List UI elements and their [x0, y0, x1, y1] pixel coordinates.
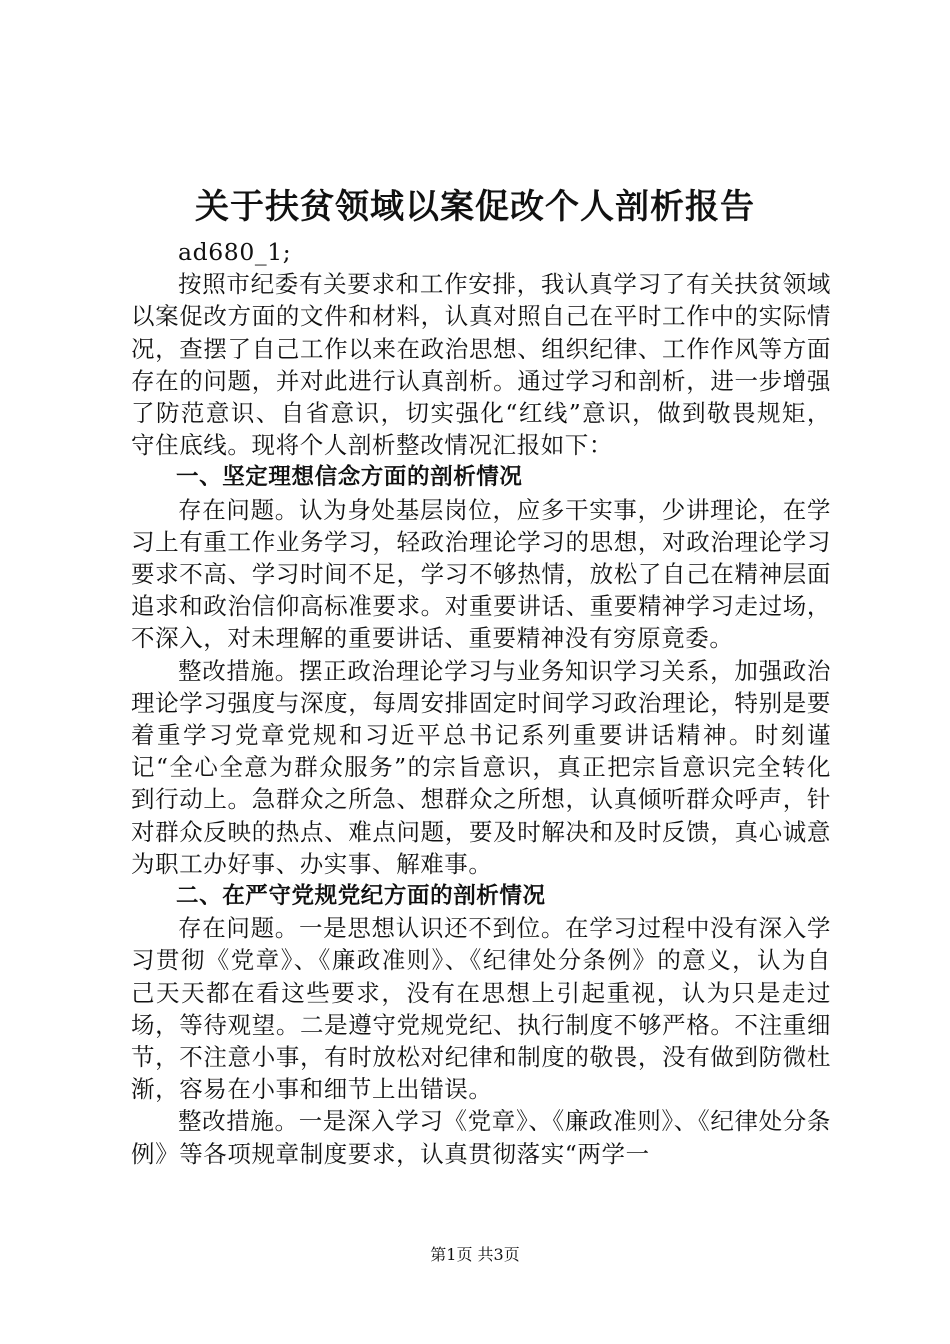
intro-paragraph: 按照市纪委有关要求和工作安排，我认真学习了有关扶贫领域以案促改方面的文件和材料，认真对照自己在平时工作中的实际情况，查摆了自己工作以来在政治思想、组织纪律、工作作风等方面存在的问题，并对此进行认真剖析。通过学习和剖析，进一步增强了防范意识、自省意识，切实强化“红线”意识，做到敬畏规矩，守住底线。现将个人剖析整改情况汇报如下： — [131, 270, 831, 460]
section-2-measures-paragraph: 整改措施。一是深入学习《党章》、《廉政准则》、《纪律处分条例》等各项规章制度要求，认真贯彻落实“两学一 — [131, 1107, 831, 1168]
document-body — [131, 236, 831, 1170]
section-heading-1: 一、坚定理想信念方面的剖析情况 — [176, 464, 523, 491]
section-1-problems-paragraph: 存在问题。认为身处基层岗位，应多干实事，少讲理论，在学习上有重工作业务学习，轻政治理论学习的思想，对政治理论学习要求不高、学习时间不足，学习不够热情，放松了自己在精神层面追求和政治信仰高标准要求。对重要讲话、重要精神学习走过场，不深入，对未理解的重要讲话、重要精神没有穷原竟委。 — [131, 495, 831, 653]
section-1-measures-paragraph: 整改措施。摆正政治理论学习与业务知识学习关系，加强政治理论学习强度与深度，每周安排固定时间学习政治理论，特别是要着重学习党章党规和习近平总书记系列重要讲话精神。时刻谨记“全心全意为群众服务”的宗旨意识，真正把宗旨意识完全转化到行动上。急群众之所急、想群众之所想，认真倾听群众呼声，针对群众反映的热点、难点问题，要及时解决和及时反馈，真心诚意为职工办好事、办实事、解难事。 — [131, 656, 831, 878]
page-number-footer: 第1页 共3页 — [430, 1245, 520, 1264]
page-title: 关于扶贫领域以案促改个人剖析报告 — [195, 187, 755, 227]
document-id-line: ad680_1; — [178, 238, 292, 266]
section-heading-2: 二、在严守党规党纪方面的剖析情况 — [176, 883, 546, 910]
section-2-problems-paragraph: 存在问题。一是思想认识还不到位。在学习过程中没有深入学习贯彻《党章》、《廉政准则》、《纪律处分条例》的意义，认为自己天天都在看这些要求，没有在思想上引起重视，认为只是走过场，等待观望。二是遵守党规党纪、执行制度不够严格。不注重细节，不注意小事，有时放松对纪律和制度的敬畏，没有做到防微杜渐，容易在小事和细节上出错误。 — [131, 914, 831, 1104]
